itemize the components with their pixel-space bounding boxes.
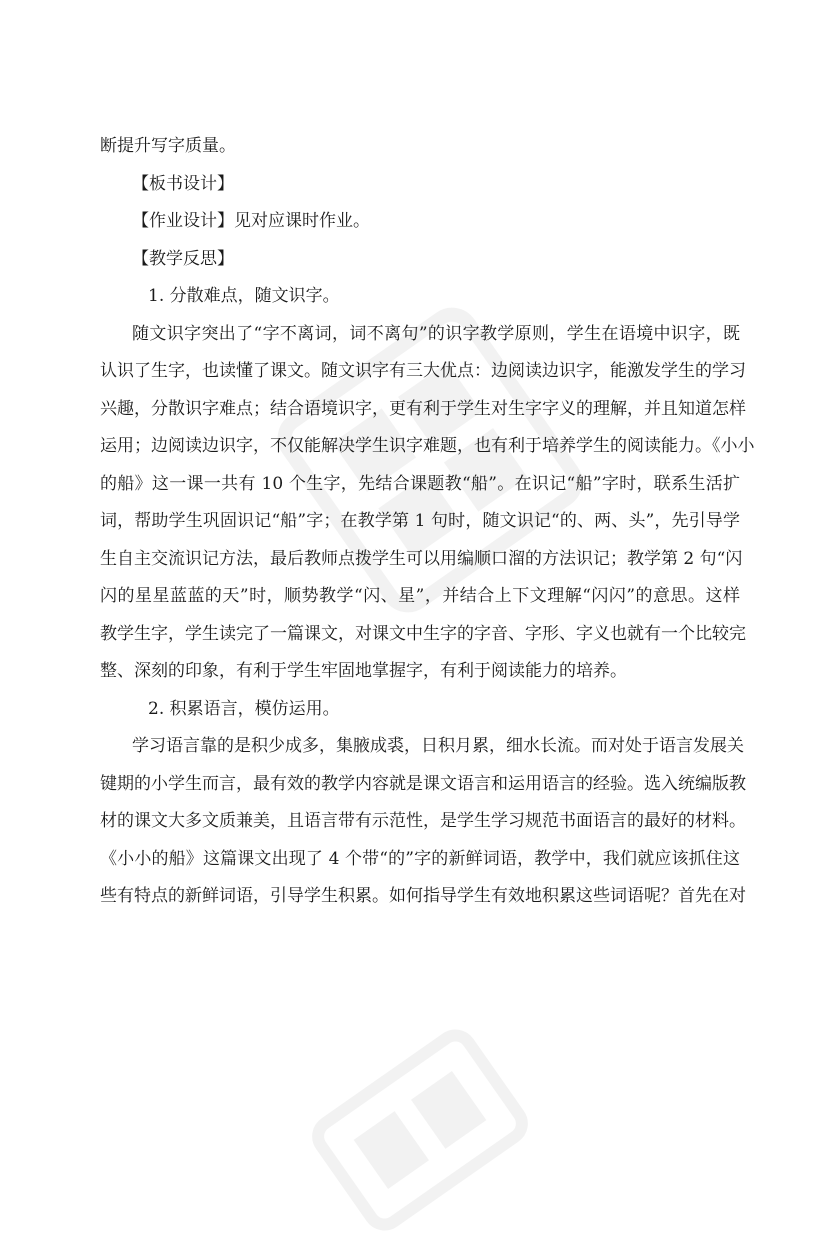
section-heading-reflection: 【教学反思】 (132, 248, 234, 269)
watermark-logo-bottom (298, 1015, 542, 1244)
paragraph-line: 词，帮助学生巩固识记“船”字；在教学第 1 句时，随文识记“的、两、头”，先引导学 (100, 511, 740, 531)
document-body (100, 128, 755, 916)
paragraph-line: 教学生字，学生读完了一篇课文，对课文中生字的字音、字形、字义也就有一个比较完 (100, 623, 746, 644)
paragraph-line: 学习语言靠的是积少成多，集腋成裘，日积月累，细水长流。而对处于语言发展关 (132, 736, 744, 756)
paragraph-line: 材的课文大多文质兼美，且语言带有示范性，是学生学习规范书面语言的最好的材料。 (100, 811, 746, 831)
paragraph-line: 兴趣，分散识字难点；结合语境识字，更有利于学生对生字字义的理解，并且知道怎样 (100, 398, 746, 419)
paragraph-line: 整、深刻的印象，有利于学生牢固地掌握字，有利于阅读能力的培养。 (100, 661, 627, 681)
paragraph-line: 《小小的船》这篇课文出现了 4 个带“的”字的新鲜词语，教学中，我们就应该抓住这 (100, 848, 740, 869)
paragraph-line: 运用；边阅读边识字，不仅能解决学生识字难题，也有利于培养学生的阅读能力。《小小 (100, 436, 755, 456)
paragraph-line: 认识了生字，也读懂了课文。随文识字有三大优点：边阅读边识字，能激发学生的学习 (100, 361, 746, 381)
paragraph-line: 的船》这一课一共有 10 个生字，先结合课题教“船”。在识记“船”字时，联系生活扩 (100, 473, 740, 494)
numbered-heading-2: 2. 积累语言，模仿运用。 (148, 698, 340, 719)
paragraph-line: 些有特点的新鲜词语，引导学生积累。如何指导学生有效地积累这些词语呢？首先在对 (100, 886, 746, 906)
numbered-heading-1: 1. 分散难点，随文识字。 (148, 286, 340, 306)
paragraph-line: 闪的星星蓝蓝的天”时，顺势教学“闪、星”，并结合上下文理解“闪闪”的意思。这样 (100, 586, 740, 606)
paragraph-line: 随文识字突出了“字不离词，词不离句”的识字教学原则，学生在语境中识字，既 (132, 323, 740, 344)
section-heading-homework: 【作业设计】见对应课时作业。 (132, 211, 370, 231)
section-heading-board-design: 【板书设计】 (132, 173, 234, 194)
paragraph-line: 键期的小学生而言，最有效的教学内容就是课文语言和运用语言的经验。选入统编版教 (100, 773, 746, 794)
paragraph-line: 断提升写字质量。 (100, 136, 236, 156)
paragraph-line: 生自主交流识记方法，最后教师点拨学生可以用编顺口溜的方法识记；教学第 2 句“闪 (100, 548, 743, 569)
